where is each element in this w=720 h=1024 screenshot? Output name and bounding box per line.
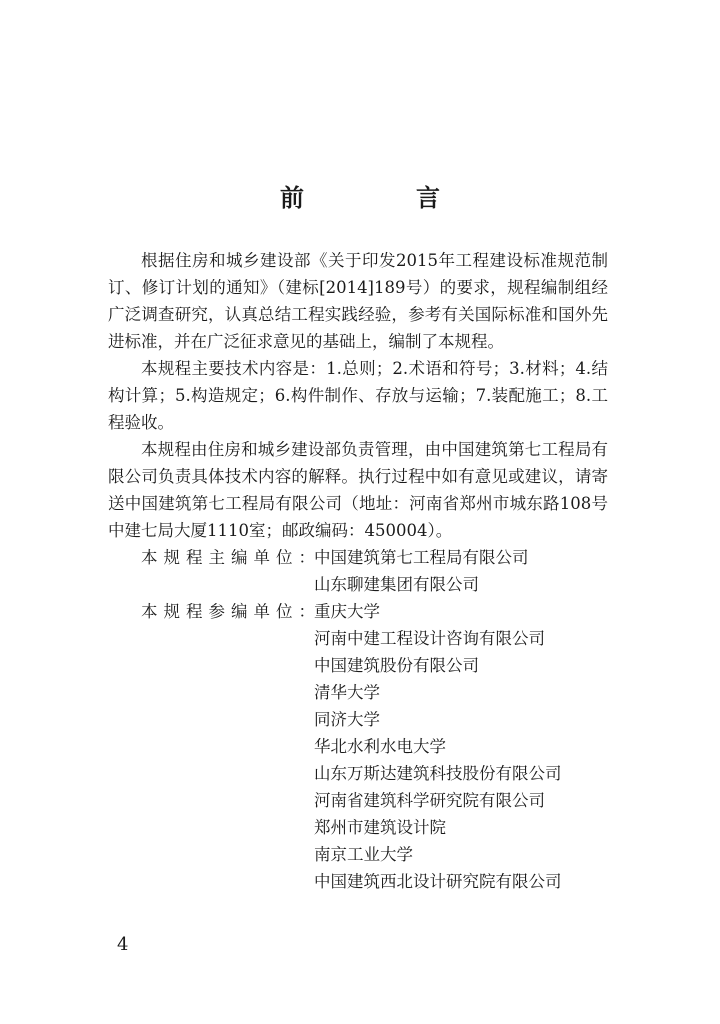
participating-unit-name: 华北水利水电大学 bbox=[314, 737, 446, 756]
unit-label-spacer bbox=[108, 868, 314, 895]
paragraph-management: 本规程由住房和城乡建设部负责管理，由中国建筑第七工程局有限公司负责具体技术内容的解释。执行过程中如有意见或建议，请寄送中国建筑第七工程局有限公司（地址：河南省郑州市城东路108号中建七局大厦1110室；邮政编码：450004）。 bbox=[108, 440, 608, 540]
unit-label-spacer bbox=[108, 571, 314, 598]
chief-unit-name: 中国建筑第七工程局有限公司 bbox=[314, 548, 529, 567]
participating-units-block bbox=[108, 598, 608, 895]
unit-label-spacer bbox=[108, 841, 314, 868]
unit-label-spacer bbox=[108, 706, 314, 733]
unit-row bbox=[108, 706, 608, 733]
unit-row bbox=[108, 679, 608, 706]
unit-row bbox=[108, 733, 608, 760]
paragraph-contents: 本规程主要技术内容是：1.总则；2.术语和符号；3.材料；4.结构计算；5.构造规定；6.构件制作、存放与运输；7.装配施工；8.工程验收。 bbox=[108, 359, 608, 432]
participating-unit-name: 中国建筑西北设计研究院有限公司 bbox=[314, 872, 562, 891]
chief-units-label: 本规程主编单位： bbox=[141, 548, 321, 567]
unit-row bbox=[108, 652, 608, 679]
unit-row bbox=[108, 841, 608, 868]
unit-label-spacer bbox=[108, 760, 314, 787]
unit-row bbox=[108, 625, 608, 652]
page-title: 前 言 bbox=[280, 184, 484, 212]
participating-unit-name: 同济大学 bbox=[314, 710, 380, 729]
participating-unit-name: 山东万斯达建筑科技股份有限公司 bbox=[314, 764, 562, 783]
unit-row bbox=[108, 571, 608, 598]
unit-row bbox=[108, 814, 608, 841]
page-number: 4 bbox=[117, 934, 129, 955]
participating-unit-name: 郑州市建筑设计院 bbox=[314, 818, 446, 837]
participating-unit-name: 南京工业大学 bbox=[314, 845, 413, 864]
participating-unit-name: 中国建筑股份有限公司 bbox=[314, 656, 479, 675]
participating-units-label: 本规程参编单位： bbox=[141, 602, 321, 621]
unit-row bbox=[108, 544, 608, 571]
unit-row bbox=[108, 598, 608, 625]
participating-unit-name: 清华大学 bbox=[314, 683, 380, 702]
foreword-body bbox=[108, 247, 608, 895]
unit-label-spacer bbox=[108, 652, 314, 679]
unit-row bbox=[108, 868, 608, 895]
unit-row bbox=[108, 787, 608, 814]
participating-unit-name: 河南省建筑科学研究院有限公司 bbox=[314, 791, 545, 810]
participating-unit-name: 重庆大学 bbox=[314, 602, 380, 621]
unit-label-spacer bbox=[108, 814, 314, 841]
unit-label-spacer bbox=[108, 787, 314, 814]
paragraph-background: 根据住房和城乡建设部《关于印发2015年工程建设标准规范制订、修订计划的通知》（建标[2014]189号）的要求，规程编制组经广泛调查研究，认真总结工程实践经验，参考有关国际标准和国外先进标准，并在广泛征求意见的基础上，编制了本规程。 bbox=[108, 251, 608, 351]
chief-unit-name: 山东聊建集团有限公司 bbox=[314, 575, 479, 594]
participating-unit-name: 河南中建工程设计咨询有限公司 bbox=[314, 629, 545, 648]
unit-row bbox=[108, 760, 608, 787]
chief-units-block bbox=[108, 544, 608, 598]
unit-label-spacer bbox=[108, 733, 314, 760]
unit-label-spacer bbox=[108, 679, 314, 706]
unit-label-spacer bbox=[108, 625, 314, 652]
